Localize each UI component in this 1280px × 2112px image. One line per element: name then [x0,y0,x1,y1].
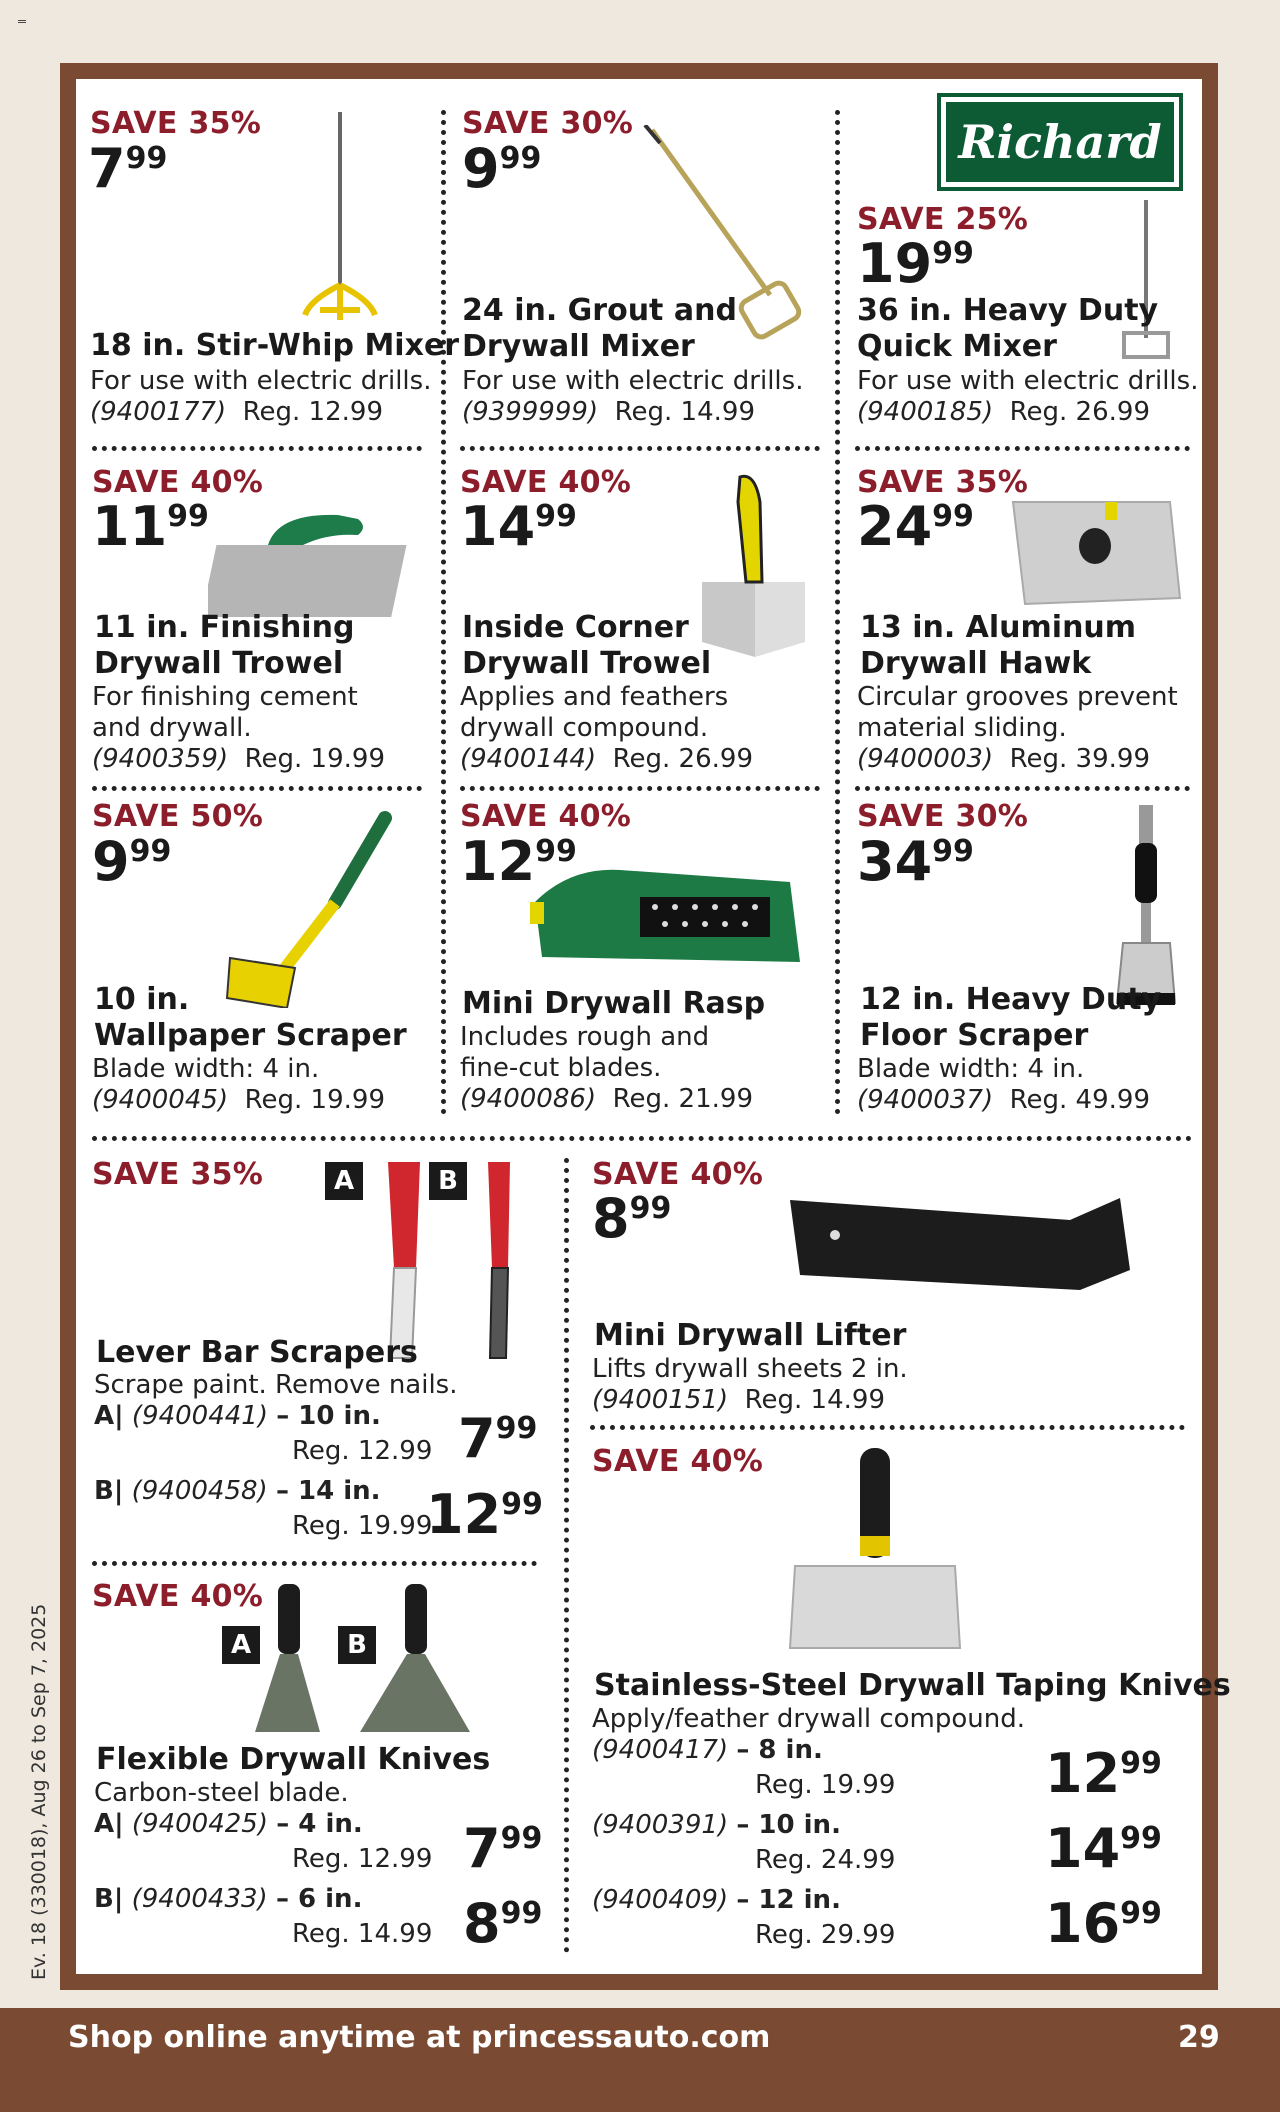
finishing-trowel-image [208,505,408,620]
product-title: Drywall Mixer [462,329,695,364]
corner-trowel-image [700,472,810,662]
save-badge: SAVE 50% [92,799,264,834]
save-badge: SAVE 40% [460,465,632,500]
product-title: Mini Drywall Lifter [594,1318,907,1353]
stir-whip-mixer-image [300,110,380,325]
divider [92,1561,537,1566]
product-title: Lever Bar Scrapers [96,1335,418,1370]
product-desc: For use with electric drills. [90,366,432,396]
variant-line: A| (9400441) – 10 in. [94,1401,381,1431]
product-sku-line: (9400144) Reg. 26.99 [460,744,753,774]
divider [92,786,422,791]
product-desc: Carbon-steel blade. [94,1778,349,1808]
save-badge: SAVE 30% [857,799,1029,834]
divider [460,786,820,791]
save-badge: SAVE 25% [857,202,1029,237]
lever-bar-scraper-b-image [482,1158,517,1363]
wallpaper-scraper-image [225,808,405,1008]
variant-line: (9400409) – 12 in. [592,1885,841,1915]
product-desc: Apply/feather drywall compound. [592,1704,1026,1734]
save-badge: SAVE 30% [462,106,634,141]
variant-line: (9400391) – 10 in. [592,1810,841,1840]
product-sku-line: (9400003) Reg. 39.99 [857,744,1150,774]
product-sku-line: (9400045) Reg. 19.99 [92,1085,385,1115]
product-sku-line: (9399999) Reg. 14.99 [462,397,755,427]
product-desc: Blade width: 4 in. [92,1054,320,1084]
divider [835,110,840,1115]
price: $8^{99}$ [463,1892,543,1955]
divider [460,446,820,451]
variant-reg: Reg. 14.99 [292,1919,433,1949]
divider [564,1158,569,1953]
divider [92,446,422,451]
product-title: 11 in. Finishing [94,610,355,645]
product-desc: material sliding. [857,713,1067,743]
product-desc: and drywall. [92,713,252,743]
price: $7^{99}$ [88,137,168,200]
product-title: Quick Mixer [857,329,1057,364]
price: $9^{99}$ [462,137,542,200]
save-badge: SAVE 40% [592,1157,764,1192]
product-title: 24 in. Grout and [462,293,737,328]
divider [92,1136,1192,1141]
product-desc: Circular grooves prevent [857,682,1178,712]
drywall-knife-b-image [355,1582,475,1742]
footer-link[interactable]: Shop online anytime at princessauto.com [68,2020,771,2055]
product-title: 10 in. [94,982,190,1017]
product-desc: Blade width: 4 in. [857,1054,1085,1084]
variant-label: B [429,1162,467,1200]
product-title: Floor Scraper [860,1018,1089,1053]
event-note: Ev. 18 (330018), Aug 26 to Sep 7, 2025 [28,1603,50,1980]
product-sku-line: (9400086) Reg. 21.99 [460,1084,753,1114]
variant-reg: Reg. 19.99 [292,1511,433,1541]
save-badge: SAVE 35% [857,465,1029,500]
price: $16^{99}$ [1045,1892,1162,1955]
variant-line: B| (9400433) – 6 in. [94,1884,363,1914]
product-title: Wallpaper Scraper [94,1018,407,1053]
divider [855,446,1190,451]
lever-bar-scraper-a-image [380,1158,430,1363]
variant-label: B [338,1626,376,1664]
price: $8^{99}$ [592,1187,672,1250]
price: $11^{99}$ [92,495,209,558]
variant-label: A [325,1162,363,1200]
product-title: Drywall Trowel [462,646,712,681]
variant-line: A| (9400425) – 4 in. [94,1809,363,1839]
save-badge: SAVE 40% [92,1579,264,1614]
taping-knife-image [785,1446,965,1651]
drywall-knife-a-image [250,1582,330,1742]
product-sku-line: (9400151) Reg. 14.99 [592,1385,885,1415]
product-desc: Lifts drywall sheets 2 in. [592,1354,908,1384]
product-desc: For finishing cement [92,682,358,712]
price: $14^{99}$ [1045,1817,1162,1880]
product-title: Stainless-Steel Drywall Taping Knives [594,1668,1231,1703]
save-badge: SAVE 40% [92,465,264,500]
product-title: 36 in. Heavy Duty [857,293,1159,328]
variant-reg: Reg. 12.99 [292,1844,433,1874]
drywall-hawk-image [1005,498,1185,608]
brand-logo: Richard [937,93,1183,191]
save-badge: SAVE 40% [592,1444,764,1479]
price: $12^{99}$ [426,1483,543,1546]
price: $12^{99}$ [1045,1742,1162,1805]
divider [855,786,1190,791]
product-desc: Applies and feathers [460,682,729,712]
heavy-duty-mixer-image [1120,198,1180,368]
product-sku-line: (9400185) Reg. 26.99 [857,397,1150,427]
product-title: Drywall Trowel [94,646,344,681]
product-desc: For use with electric drills. [857,366,1199,396]
page-number: 29 [1178,2020,1220,2055]
price: $7^{99}$ [463,1817,543,1880]
price: $12^{99}$ [460,830,577,893]
menu-mark [18,20,26,23]
product-title: Inside Corner [462,610,689,645]
variant-line: (9400417) – 8 in. [592,1735,823,1765]
product-title: 13 in. Aluminum [860,610,1137,645]
product-title: Flexible Drywall Knives [96,1742,491,1777]
save-badge: SAVE 40% [460,799,632,834]
product-desc: For use with electric drills. [462,366,804,396]
price: $14^{99}$ [460,495,577,558]
save-badge: SAVE 35% [90,106,262,141]
product-sku-line: (9400359) Reg. 19.99 [92,744,385,774]
price: $7^{99}$ [458,1407,538,1470]
product-title: 12 in. Heavy Duty [860,982,1162,1017]
price: $34^{99}$ [857,830,974,893]
divider [590,1425,1185,1430]
variant-reg: Reg. 12.99 [292,1436,433,1466]
product-desc: drywall compound. [460,713,709,743]
drywall-rasp-image [530,862,805,972]
variant-reg: Reg. 24.99 [755,1845,896,1875]
product-desc: fine-cut blades. [460,1053,662,1083]
product-desc: Scrape paint. Remove nails. [94,1370,458,1400]
variant-line: B| (9400458) – 14 in. [94,1476,381,1506]
product-title: Drywall Hawk [860,646,1092,681]
price: $19^{99}$ [857,232,974,295]
divider [441,110,446,1115]
save-badge: SAVE 35% [92,1157,264,1192]
variant-label: A [222,1626,260,1664]
variant-reg: Reg. 29.99 [755,1920,896,1950]
product-title: Mini Drywall Rasp [462,986,766,1021]
variant-reg: Reg. 19.99 [755,1770,896,1800]
product-title: 18 in. Stir-Whip Mixer [90,328,460,363]
product-sku-line: (9400177) Reg. 12.99 [90,397,383,427]
price: $9^{99}$ [92,830,172,893]
price: $24^{99}$ [857,495,974,558]
product-desc: Includes rough and [460,1022,710,1052]
product-sku-line: (9400037) Reg. 49.99 [857,1085,1150,1115]
drywall-lifter-image [780,1190,1150,1300]
